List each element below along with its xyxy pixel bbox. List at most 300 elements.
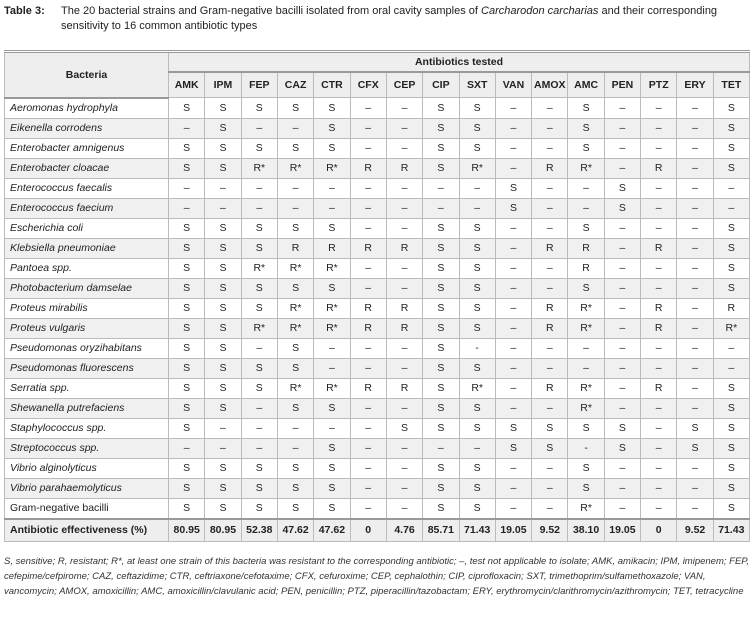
sensitivity-cell: S	[423, 418, 459, 438]
sensitivity-cell: S	[241, 378, 277, 398]
sensitivity-cell: –	[532, 498, 568, 519]
antibiotic-header-pen: PEN	[604, 72, 640, 98]
sensitivity-cell: R*	[568, 158, 604, 178]
sensitivity-cell: –	[495, 138, 531, 158]
sensitivity-cell: S	[169, 338, 205, 358]
sensitivity-cell: –	[641, 258, 677, 278]
sensitivity-cell: –	[386, 258, 422, 278]
sensitivity-cell: –	[459, 178, 495, 198]
sensitivity-cell: -	[568, 438, 604, 458]
sensitivity-cell: –	[641, 478, 677, 498]
sensitivity-cell: –	[169, 118, 205, 138]
table-row	[5, 298, 750, 318]
effectiveness-value: 19.05	[495, 519, 531, 542]
sensitivity-cell: S	[169, 478, 205, 498]
sensitivity-cell: –	[677, 278, 713, 298]
sensitivity-cell: –	[350, 338, 386, 358]
sensitivity-cell: –	[386, 98, 422, 119]
antibiotic-header-van: VAN	[495, 72, 531, 98]
sensitivity-cell: S	[459, 138, 495, 158]
sensitivity-cell: –	[205, 418, 241, 438]
effectiveness-value: 9.52	[532, 519, 568, 542]
antibiotic-header-tet: TET	[713, 72, 749, 98]
sensitivity-cell: –	[205, 178, 241, 198]
bacteria-name: Klebsiella pneumoniae	[5, 238, 169, 258]
sensitivity-cell: –	[314, 358, 350, 378]
sensitivity-cell: S	[205, 278, 241, 298]
sensitivity-cell: S	[314, 498, 350, 519]
sensitivity-cell: –	[495, 278, 531, 298]
sensitivity-cell: S	[713, 138, 749, 158]
sensitivity-cell: R*	[277, 158, 313, 178]
sensitivity-cell: –	[641, 438, 677, 458]
sensitivity-cell: –	[350, 418, 386, 438]
sensitivity-cell: S	[205, 358, 241, 378]
sensitivity-cell: S	[713, 458, 749, 478]
sensitivity-cell: S	[169, 238, 205, 258]
sensitivity-cell: –	[386, 458, 422, 478]
bacteria-name: Pantoea spp.	[5, 258, 169, 278]
sensitivity-cell: R	[532, 318, 568, 338]
antibiotic-header-ptz: PTZ	[641, 72, 677, 98]
table-row	[5, 458, 750, 478]
sensitivity-cell: –	[677, 238, 713, 258]
bacteria-name: Enterobacter cloacae	[5, 158, 169, 178]
sensitivity-cell: –	[350, 258, 386, 278]
sensitivity-cell: –	[350, 178, 386, 198]
sensitivity-cell: R*	[314, 298, 350, 318]
sensitivity-cell: –	[604, 398, 640, 418]
sensitivity-cell: –	[641, 98, 677, 119]
sensitivity-cell: S	[169, 278, 205, 298]
sensitivity-cell: S	[314, 398, 350, 418]
sensitivity-cell: S	[423, 358, 459, 378]
sensitivity-cell: S	[277, 278, 313, 298]
sensitivity-cell: –	[495, 478, 531, 498]
sensitivity-cell: S	[205, 158, 241, 178]
sensitivity-cell: R*	[568, 498, 604, 519]
sensitivity-cell: –	[677, 398, 713, 418]
sensitivity-cell: –	[677, 318, 713, 338]
sensitivity-cell: S	[423, 218, 459, 238]
sensitivity-cell: –	[641, 458, 677, 478]
sensitivity-cell: S	[169, 218, 205, 238]
effectiveness-value: 52.38	[241, 519, 277, 542]
antibiotic-header-ctr: CTR	[314, 72, 350, 98]
sensitivity-cell: R	[350, 378, 386, 398]
sensitivity-cell: –	[169, 178, 205, 198]
sensitivity-cell: –	[495, 298, 531, 318]
sensitivity-cell: –	[495, 458, 531, 478]
sensitivity-cell: –	[604, 458, 640, 478]
bacteria-name: Aeromonas hydrophyla	[5, 98, 169, 119]
antibiotic-header-cip: CIP	[423, 72, 459, 98]
effectiveness-label: Antibiotic effectiveness (%)	[5, 519, 169, 542]
bacteria-name: Escherichia coli	[5, 218, 169, 238]
sensitivity-cell: S	[459, 298, 495, 318]
sensitivity-cell: –	[459, 198, 495, 218]
antibiotic-header-ery: ERY	[677, 72, 713, 98]
sensitivity-cell: S	[604, 198, 640, 218]
sensitivity-cell: –	[386, 218, 422, 238]
sensitivity-cell: –	[604, 338, 640, 358]
caption-text-start: The 20 bacterial strains and Gram-negative bacilli isolated from oral cavity samples of	[61, 5, 482, 17]
effectiveness-value: 71.43	[459, 519, 495, 542]
sensitivity-cell: –	[713, 178, 749, 198]
sensitivity-cell: S	[713, 478, 749, 498]
sensitivity-cell: S	[205, 458, 241, 478]
sensitivity-cell: S	[423, 98, 459, 119]
effectiveness-value: 80.95	[169, 519, 205, 542]
caption-species: Carcharodon carcharias	[481, 5, 599, 17]
sensitivity-cell: S	[568, 118, 604, 138]
sensitivity-cell: S	[459, 418, 495, 438]
sensitivity-cell: –	[386, 178, 422, 198]
caption-text-end: and their corresponding sensitivity to 16 common antibiotic types	[61, 5, 718, 32]
table-row	[5, 398, 750, 418]
sensitivity-cell: –	[641, 278, 677, 298]
bacteria-name: Vibrio alginolyticus	[5, 458, 169, 478]
sensitivity-cell: –	[532, 178, 568, 198]
bacteria-name: Photobacterium damselae	[5, 278, 169, 298]
sensitivity-cell: –	[677, 158, 713, 178]
sensitivity-cell: –	[241, 398, 277, 418]
sensitivity-cell: S	[713, 98, 749, 119]
sensitivity-cell: –	[532, 358, 568, 378]
sensitivity-cell: –	[495, 218, 531, 238]
sensitivity-cell: S	[205, 98, 241, 119]
sensitivity-cell: S	[277, 218, 313, 238]
sensitivity-cell: –	[532, 118, 568, 138]
sensitivity-cell: –	[350, 498, 386, 519]
antibiotic-header-caz: CAZ	[277, 72, 313, 98]
sensitivity-cell: –	[350, 218, 386, 238]
effectiveness-value: 19.05	[604, 519, 640, 542]
sensitivity-cell: –	[604, 378, 640, 398]
sensitivity-cell: S	[277, 138, 313, 158]
sensitivity-cell: S	[423, 278, 459, 298]
sensitivity-cell: S	[713, 398, 749, 418]
sensitivity-cell: –	[713, 198, 749, 218]
sensitivity-cell: –	[350, 438, 386, 458]
table-row	[5, 438, 750, 458]
table-row	[5, 358, 750, 378]
sensitivity-cell: S	[423, 318, 459, 338]
antibiotic-header-ipm: IPM	[205, 72, 241, 98]
sensitivity-cell: R	[641, 158, 677, 178]
sensitivity-cell: –	[495, 318, 531, 338]
sensitivity-cell: –	[532, 218, 568, 238]
sensitivity-cell: S	[169, 98, 205, 119]
sensitivity-cell: R*	[314, 158, 350, 178]
sensitivity-cell: –	[350, 198, 386, 218]
sensitivity-cell: –	[386, 358, 422, 378]
sensitivity-cell: R*	[277, 378, 313, 398]
sensitivity-cell: R	[386, 238, 422, 258]
sensitivity-cell: S	[205, 318, 241, 338]
sensitivity-cell: S	[314, 98, 350, 119]
sensitivity-cell: S	[713, 218, 749, 238]
sensitivity-cell: –	[277, 178, 313, 198]
sensitivity-cell: –	[314, 418, 350, 438]
sensitivity-cell: –	[314, 198, 350, 218]
sensitivity-cell: R*	[277, 258, 313, 278]
sensitivity-cell: –	[604, 138, 640, 158]
sensitivity-cell: S	[205, 138, 241, 158]
sensitivity-cell: S	[314, 278, 350, 298]
sensitivity-cell: –	[677, 178, 713, 198]
sensitivity-cell: –	[386, 338, 422, 358]
sensitivity-cell: –	[495, 238, 531, 258]
table-row	[5, 178, 750, 198]
sensitivity-cell: S	[169, 258, 205, 278]
sensitivity-cell: –	[241, 178, 277, 198]
sensitivity-cell: –	[495, 378, 531, 398]
table-row	[5, 498, 750, 519]
table-row	[5, 98, 750, 119]
bacteria-name: Enterobacter amnigenus	[5, 138, 169, 158]
sensitivity-cell: S	[568, 218, 604, 238]
sensitivity-cell: S	[568, 138, 604, 158]
bacteria-name: Streptococcus spp.	[5, 438, 169, 458]
sensitivity-cell: R*	[241, 158, 277, 178]
sensitivity-cell: S	[205, 478, 241, 498]
sensitivity-cell: R	[532, 298, 568, 318]
effectiveness-value: 0	[641, 519, 677, 542]
sensitivity-cell: S	[532, 438, 568, 458]
sensitivity-cell: –	[495, 258, 531, 278]
sensitivity-cell: S	[532, 418, 568, 438]
sensitivity-cell: –	[641, 358, 677, 378]
sensitivity-cell: R	[277, 238, 313, 258]
sensitivity-cell: S	[169, 138, 205, 158]
sensitivity-cell: R*	[459, 378, 495, 398]
sensitivity-cell: –	[241, 418, 277, 438]
sensitivity-cell: R	[350, 298, 386, 318]
bacteria-header: Bacteria	[5, 52, 169, 98]
footnote: S, sensitive; R, resistant; R*, at least one strain of this bacteria was resistant to the corresponding antibiotic; –, test not applicable to isolate; AMK, amikacin; IPM, imipenem; FEP, cefepime/cefpirome; CAZ, ceftazidime; CTR, ceftriaxone/cefotaxime; CFX, cefuroxime; CEP, cephalothin; CIP, ciprofloxacin; SXT, trimethoprim/sulfamethoxazole; VAN, vancomycin; AMOX, amoxicillin; AMC, amoxicillin/clavulanic acid; PEN, penicillin; PTZ, piperacillin/tazobactam; ERY, erythromycin/clarithromycin/azithromycin; TET, tetracycline	[4, 555, 750, 597]
sensitivity-cell: –	[495, 158, 531, 178]
sensitivity-cell: S	[495, 198, 531, 218]
effectiveness-value: 0	[350, 519, 386, 542]
sensitivity-cell: S	[713, 258, 749, 278]
sensitivity-cell: –	[604, 278, 640, 298]
sensitivity-cell: S	[205, 218, 241, 238]
effectiveness-value: 38.10	[568, 519, 604, 542]
sensitivity-cell: –	[532, 458, 568, 478]
sensitivity-cell: R	[386, 158, 422, 178]
sensitivity-cell: –	[641, 118, 677, 138]
bacteria-name: Proteus vulgaris	[5, 318, 169, 338]
sensitivity-cell: S	[459, 258, 495, 278]
sensitivity-cell: R	[386, 298, 422, 318]
sensitivity-cell: S	[713, 278, 749, 298]
sensitivity-cell: –	[350, 398, 386, 418]
sensitivity-cell: S	[314, 118, 350, 138]
sensitivity-cell: R*	[459, 158, 495, 178]
sensitivity-cell: –	[641, 418, 677, 438]
sensitivity-cell: S	[241, 98, 277, 119]
sensitivity-cell: S	[169, 158, 205, 178]
sensitivity-cell: S	[677, 418, 713, 438]
sensitivity-cell: S	[677, 438, 713, 458]
effectiveness-value: 4.76	[386, 519, 422, 542]
sensitivity-cell: S	[205, 398, 241, 418]
sensitivity-cell: S	[568, 458, 604, 478]
sensitivity-cell: –	[532, 258, 568, 278]
sensitivity-cell: R*	[568, 378, 604, 398]
effectiveness-value: 71.43	[713, 519, 749, 542]
sensitivity-cell: –	[532, 478, 568, 498]
sensitivity-cell: –	[350, 358, 386, 378]
sensitivity-cell: –	[641, 138, 677, 158]
sensitivity-cell: –	[677, 258, 713, 278]
sensitivity-cell: S	[713, 378, 749, 398]
sensitivity-cell: S	[459, 118, 495, 138]
sensitivity-cell: –	[495, 338, 531, 358]
antibiotics-group-header: Antibiotics tested	[169, 52, 750, 73]
bacteria-name: Proteus mirabilis	[5, 298, 169, 318]
sensitivity-cell: –	[423, 178, 459, 198]
sensitivity-cell: S	[423, 238, 459, 258]
sensitivity-cell: S	[459, 238, 495, 258]
sensitivity-cell: S	[314, 478, 350, 498]
sensitivity-cell: –	[677, 498, 713, 519]
sensitivity-cell: –	[314, 338, 350, 358]
sensitivity-cell: S	[423, 378, 459, 398]
sensitivity-cell: –	[423, 198, 459, 218]
sensitivity-cell: S	[423, 458, 459, 478]
sensitivity-cell: R*	[277, 298, 313, 318]
sensitivity-cell: –	[604, 98, 640, 119]
sensitivity-cell: –	[532, 198, 568, 218]
table-row	[5, 338, 750, 358]
sensitivity-cell: R*	[241, 318, 277, 338]
sensitivity-cell: –	[241, 118, 277, 138]
sensitivity-cell: –	[604, 158, 640, 178]
table-row	[5, 278, 750, 298]
sensitivity-cell: –	[568, 198, 604, 218]
sensitivity-cell: –	[350, 458, 386, 478]
table-row	[5, 238, 750, 258]
bacteria-name: Shewanella putrefaciens	[5, 398, 169, 418]
caption-text	[61, 4, 750, 34]
sensitivity-cell: –	[241, 198, 277, 218]
sensitivity-cell: R	[532, 158, 568, 178]
sensitivity-cell: S	[423, 138, 459, 158]
bacteria-name: Serratia spp.	[5, 378, 169, 398]
effectiveness-value: 47.62	[277, 519, 313, 542]
sensitivity-cell: –	[604, 118, 640, 138]
sensitivity-cell: R*	[314, 258, 350, 278]
sensitivity-cell: S	[423, 118, 459, 138]
table-row	[5, 158, 750, 178]
sensitivity-cell: S	[277, 98, 313, 119]
sensitivity-cell: –	[205, 438, 241, 458]
sensitivity-cell: –	[277, 198, 313, 218]
sensitivity-cell: –	[641, 338, 677, 358]
sensitivity-cell: R	[713, 298, 749, 318]
sensitivity-cell: –	[277, 118, 313, 138]
sensitivity-cell: –	[604, 498, 640, 519]
sensitivity-cell: –	[350, 138, 386, 158]
sensitivity-cell: –	[532, 98, 568, 119]
sensitivity-cell: S	[241, 498, 277, 519]
table-row	[5, 258, 750, 278]
sensitivity-cell: S	[241, 458, 277, 478]
sensitivity-cell: –	[641, 398, 677, 418]
sensitivity-cell: –	[604, 258, 640, 278]
sensitivity-cell: S	[169, 298, 205, 318]
sensitivity-cell: S	[277, 458, 313, 478]
table-row	[5, 198, 750, 218]
sensitivity-cell: –	[495, 118, 531, 138]
effectiveness-value: 80.95	[205, 519, 241, 542]
sensitivity-cell: R	[568, 258, 604, 278]
sensitivity-cell: –	[459, 438, 495, 458]
sensitivity-cell: –	[277, 438, 313, 458]
sensitivity-cell: –	[677, 358, 713, 378]
sensitivity-cell: S	[169, 398, 205, 418]
sensitivity-cell: –	[423, 438, 459, 458]
sensitivity-cell: S	[713, 238, 749, 258]
sensitivity-cell: –	[386, 438, 422, 458]
table-row	[5, 418, 750, 438]
sensitivity-cell: S	[423, 258, 459, 278]
sensitivity-cell: –	[641, 198, 677, 218]
sensitivity-cell: –	[241, 438, 277, 458]
sensitivity-cell: S	[241, 358, 277, 378]
sensitivity-cell: -	[459, 338, 495, 358]
sensitivity-table	[4, 50, 750, 542]
sensitivity-cell: S	[459, 498, 495, 519]
sensitivity-cell: S	[459, 278, 495, 298]
sensitivity-cell: –	[568, 178, 604, 198]
sensitivity-cell: S	[713, 438, 749, 458]
sensitivity-cell: S	[568, 278, 604, 298]
sensitivity-cell: S	[495, 418, 531, 438]
sensitivity-cell: –	[386, 118, 422, 138]
antibiotic-header-sxt: SXT	[459, 72, 495, 98]
sensitivity-cell: S	[205, 238, 241, 258]
sensitivity-cell: S	[205, 298, 241, 318]
effectiveness-value: 47.62	[314, 519, 350, 542]
table-row	[5, 118, 750, 138]
antibiotic-header-amox: AMOX	[532, 72, 568, 98]
sensitivity-cell: –	[604, 218, 640, 238]
sensitivity-cell: –	[386, 278, 422, 298]
sensitivity-cell: –	[350, 478, 386, 498]
sensitivity-cell: S	[314, 138, 350, 158]
sensitivity-cell: S	[241, 218, 277, 238]
sensitivity-cell: R	[350, 158, 386, 178]
sensitivity-cell: R*	[241, 258, 277, 278]
sensitivity-cell: –	[495, 398, 531, 418]
sensitivity-cell: –	[241, 338, 277, 358]
sensitivity-cell: –	[677, 118, 713, 138]
sensitivity-cell: S	[205, 498, 241, 519]
sensitivity-cell: –	[205, 198, 241, 218]
sensitivity-cell: R	[568, 238, 604, 258]
effectiveness-value: 9.52	[677, 519, 713, 542]
sensitivity-cell: S	[423, 478, 459, 498]
sensitivity-cell: R	[641, 298, 677, 318]
sensitivity-cell: S	[314, 438, 350, 458]
effectiveness-value: 85.71	[423, 519, 459, 542]
sensitivity-cell: S	[241, 298, 277, 318]
sensitivity-cell: S	[205, 378, 241, 398]
sensitivity-cell: S	[568, 98, 604, 119]
